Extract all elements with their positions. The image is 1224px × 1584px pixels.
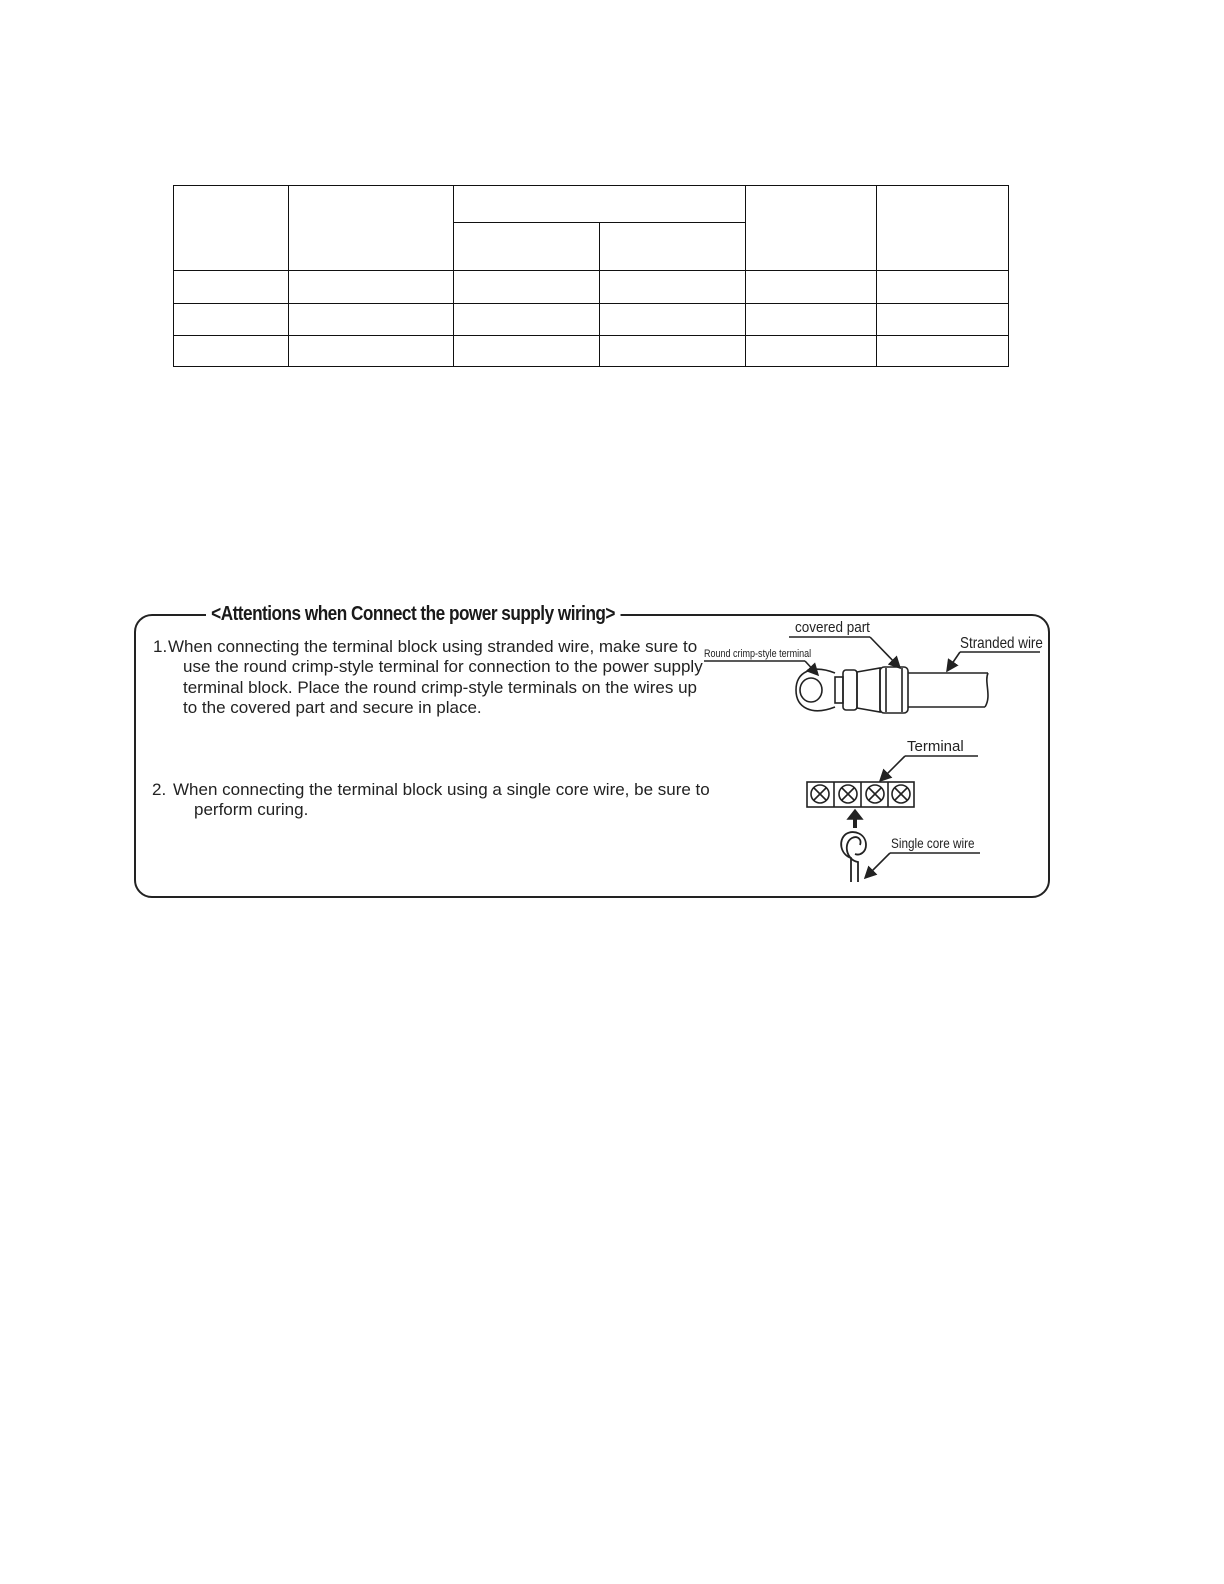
screw-icon: [866, 785, 884, 803]
single-core-wire-icon: [841, 832, 866, 882]
stranded-wire-label: Stranded wire: [960, 635, 1043, 653]
ring-terminal-icon: [796, 669, 843, 710]
single-core-figure: [807, 756, 980, 882]
screw-icon: [892, 785, 910, 803]
instruction-number: 2.: [152, 780, 167, 799]
stranded-wire-icon: [908, 673, 988, 707]
screw-icon: [811, 785, 829, 803]
instruction-text: When connecting the terminal block using a single core wire, be sure to perform curing.: [173, 780, 710, 820]
terminal-label: Terminal: [907, 738, 964, 755]
single-core-wire-label: Single core wire: [891, 835, 975, 852]
terminal-block-icon: [807, 782, 914, 807]
instruction-text: When connecting the terminal block using stranded wire, make sure to use the round crimp-style terminal for connection to the power supply terminal block. Place the round crimp-style terminals on the wires up to the covered part and secure in place.: [168, 637, 703, 717]
insert-arrow-icon: [848, 810, 862, 828]
covered-part-label: covered part: [795, 619, 870, 637]
round-terminal-label: Round crimp-style terminal: [704, 648, 812, 661]
panel-title: <Attentions when Connect the power supply wiring>: [206, 600, 620, 628]
crimp-sleeve-icon: [843, 667, 908, 713]
instruction-number: 1.: [153, 637, 168, 656]
screw-icon: [839, 785, 857, 803]
